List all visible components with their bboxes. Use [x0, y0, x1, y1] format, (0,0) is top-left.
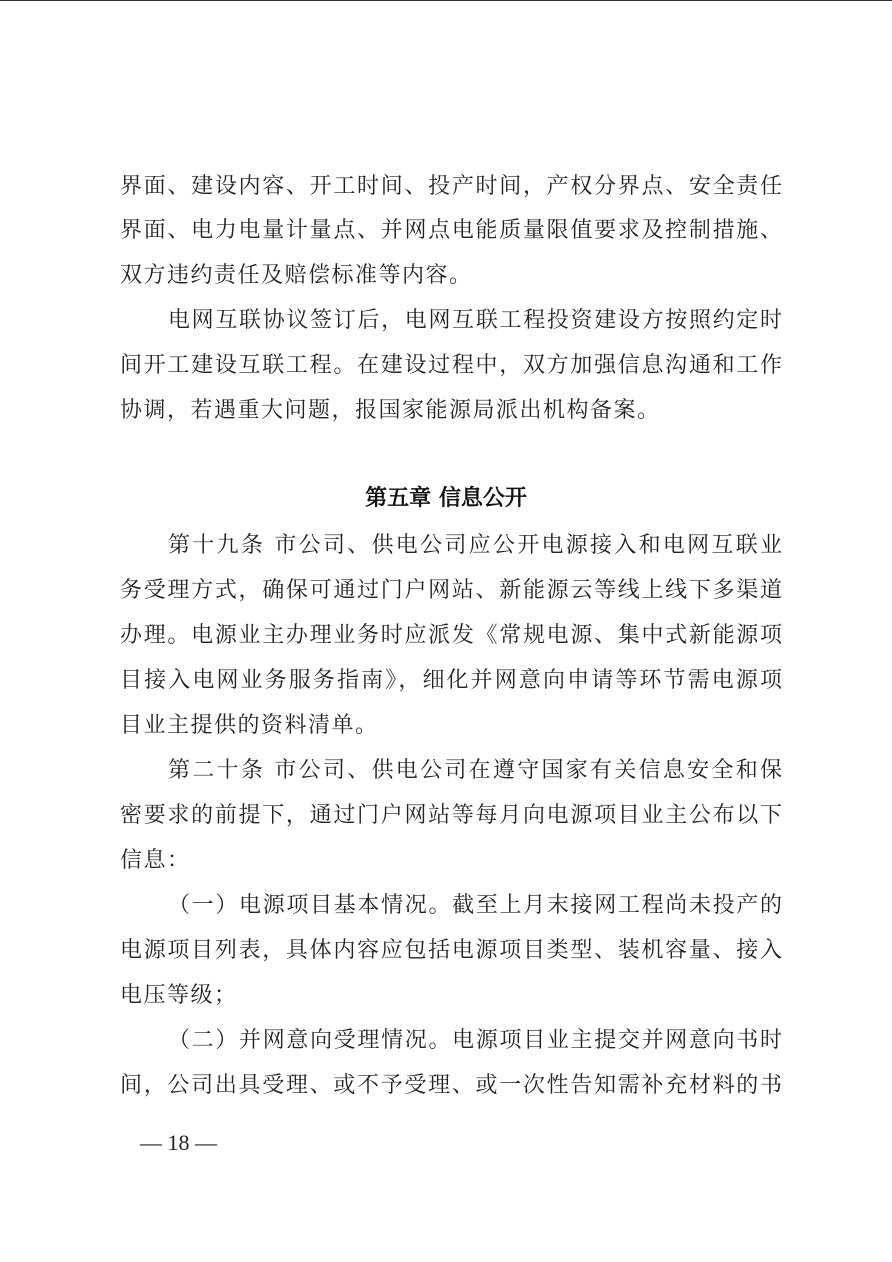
text-line: 务受理方式，确保可通过门户网站、新能源云等线上线下多渠道	[120, 578, 782, 603]
text-line: 目接入电网业务服务指南》，细化并网意向申请等环节需电源项	[120, 668, 782, 693]
page-number: — 18 —	[140, 1130, 217, 1155]
text-line: 界面、电力电量计量点、并网点电能质量限值要求及控制措施、	[120, 218, 782, 243]
text-line: 第十九条 市公司、供电公司应公开电源接入和电网互联业	[168, 533, 782, 558]
text-line: 界面、建设内容、开工时间、投产时间，产权分界点、安全责任	[120, 174, 782, 199]
text-line: 双方违约责任及赔偿标准等内容。	[120, 263, 473, 288]
text-line: 目业主提供的资料清单。	[120, 713, 379, 738]
text-line: （二）并网意向受理情况。电源项目业主提交并网意向书时	[168, 1028, 782, 1053]
text-line: 电源项目列表，具体内容应包括电源项目类型、装机容量、接入	[120, 938, 782, 963]
text-line: 间开工建设互联工程。在建设过程中，双方加强信息沟通和工作	[120, 353, 782, 378]
text-line: 办理。电源业主办理业务时应派发《常规电源、集中式新能源项	[120, 623, 782, 648]
text-line: 信息：	[120, 848, 191, 873]
text-line: （一）电源项目基本情况。截至上月末接网工程尚未投产的	[168, 893, 782, 918]
text-line: 密要求的前提下，通过门户网站等每月向电源项目业主公布以下	[120, 803, 782, 828]
text-line: 协调，若遇重大问题，报国家能源局派出机构备案。	[120, 398, 661, 423]
chapter-heading: 第五章 信息公开	[365, 486, 527, 511]
text-line: 第二十条 市公司、供电公司在遵守国家有关信息安全和保	[168, 758, 782, 783]
text-line: 电网互联协议签订后，电网互联工程投资建设方按照约定时	[168, 308, 782, 333]
text-line: 间，公司出具受理、或不予受理、或一次性告知需补充材料的书	[120, 1073, 782, 1098]
text-line: 电压等级；	[120, 983, 238, 1008]
